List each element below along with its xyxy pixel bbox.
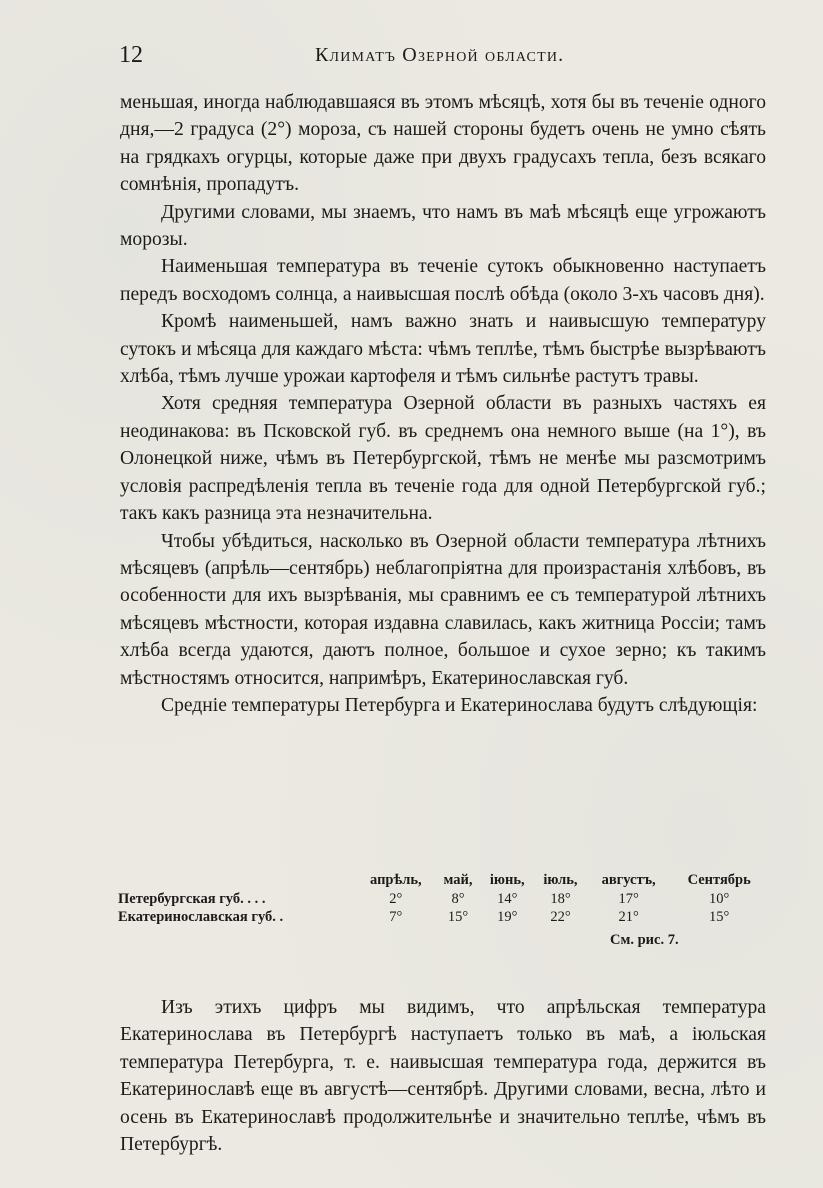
table-cell: 15° [709,909,730,925]
table-header-row [118,870,768,890]
figure-reference: См. рис. 7. [610,932,679,948]
column-header: Сентябрь [687,872,751,888]
column-header: апрѣль, [370,872,422,888]
body-text-top [120,89,766,719]
table-corner [118,870,356,890]
paragraph: Кромѣ наименьшей, намъ важно знать и наивысшую температуру сутокъ и мѣсяца для каждаго мѣста: чѣмъ теплѣе, тѣмъ быстрѣе вызрѣваютъ хлѣба, тѣмъ лучше урожаи картофеля и тѣмъ сильнѣе растутъ травы. [120,311,766,388]
table-cell: 15° [447,909,469,925]
row-label: Петербургская губ. . . . [118,891,266,907]
running-title: Климатъ Озерной области. [315,44,565,66]
table-cell: 2° [389,891,403,907]
paragraph-table-intro: Средніе температуры Петербурга и Екатеринослава будутъ слѣдующія: [161,694,758,716]
table-row [118,890,768,908]
page-number: 12 [119,42,143,68]
paragraph: Изъ этихъ цифръ мы видимъ, что апрѣльская температура Екатеринослава въ Петербургѣ наступаетъ только въ маѣ, а іюльская температура Петербурга, т. е. наивысшая температура года, держится въ Екатеринославѣ еще въ августѣ—сентябрѣ. Другими словами, весна, лѣто и осень въ Екатеринославѣ продолжительнѣе и значительно теплѣе, чѣмъ въ Петербургѣ. [120,997,766,1156]
paragraph: Хотя средняя температура Озерной области въ разныхъ частяхъ ея неодинакова: въ Псковской губ. въ среднемъ она немного выше (на 1°), въ Олонецкой ниже, чѣмъ въ Петербургской, тѣмъ не менѣе мы разсмотримъ условія распредѣленія тепла въ теченіе года для одной Петербургской губ.; такъ какъ разница эта незначительна. [120,393,766,525]
column-header: іюль, [543,872,578,888]
paragraph: Чтобы убѣдиться, насколько въ Озерной области температура лѣтнихъ мѣсяцевъ (апрѣль—сентябрь) неблагопріятна для произрастанія хлѣбовъ, въ особенности для ихъ вызрѣванія, мы сравнимъ ее съ температурой лѣтнихъ мѣсяцевъ мѣстности, которая издавна славилась, какъ житница Россіи; тамъ хлѣба всегда удаются, даютъ полное, большое и сухое зерно; къ такимъ мѣстностямъ относится, напримѣръ, Екатеринославская губ. [120,530,766,689]
table-cell: 8° [451,891,465,907]
paragraph-continuation: меньшая, иногда наблюдавшаяся въ этомъ мѣсяцѣ, хотя бы въ теченіе одного дня,—2 градуса (2°) мороза, съ нашей стороны будетъ очень не умно сѣять на грядкахъ огурцы, которые даже при двухъ градусахъ тепла, безъ всякаго сомнѣнія, пропадутъ. [120,92,766,196]
body-text-bottom [120,994,766,1158]
paragraph: Наименьшая температура въ теченіе сутокъ обыкновенно наступаетъ передъ восходомъ солнца, а наивысшая послѣ обѣда (около 3-хъ часовъ дня). [120,256,766,305]
table-cell: 18° [550,891,571,907]
table-cell: 14° [497,891,518,907]
column-header: іюнь, [489,872,525,888]
temperature-table [118,870,768,926]
column-header: августъ, [601,872,656,888]
column-header: май, [443,872,473,888]
table-cell: 10° [709,891,730,907]
table-cell: 17° [618,891,639,907]
paragraph: Другими словами, мы знаемъ, что намъ въ маѣ мѣсяцѣ еще угрожаютъ морозы. [120,201,766,251]
table-cell: 19° [497,909,518,925]
row-label: Екатеринославская губ. . [118,909,284,925]
table-row [118,908,768,926]
table-cell: 21° [618,909,639,925]
table-cell: 22° [550,909,571,925]
table-cell: 7° [389,909,403,925]
